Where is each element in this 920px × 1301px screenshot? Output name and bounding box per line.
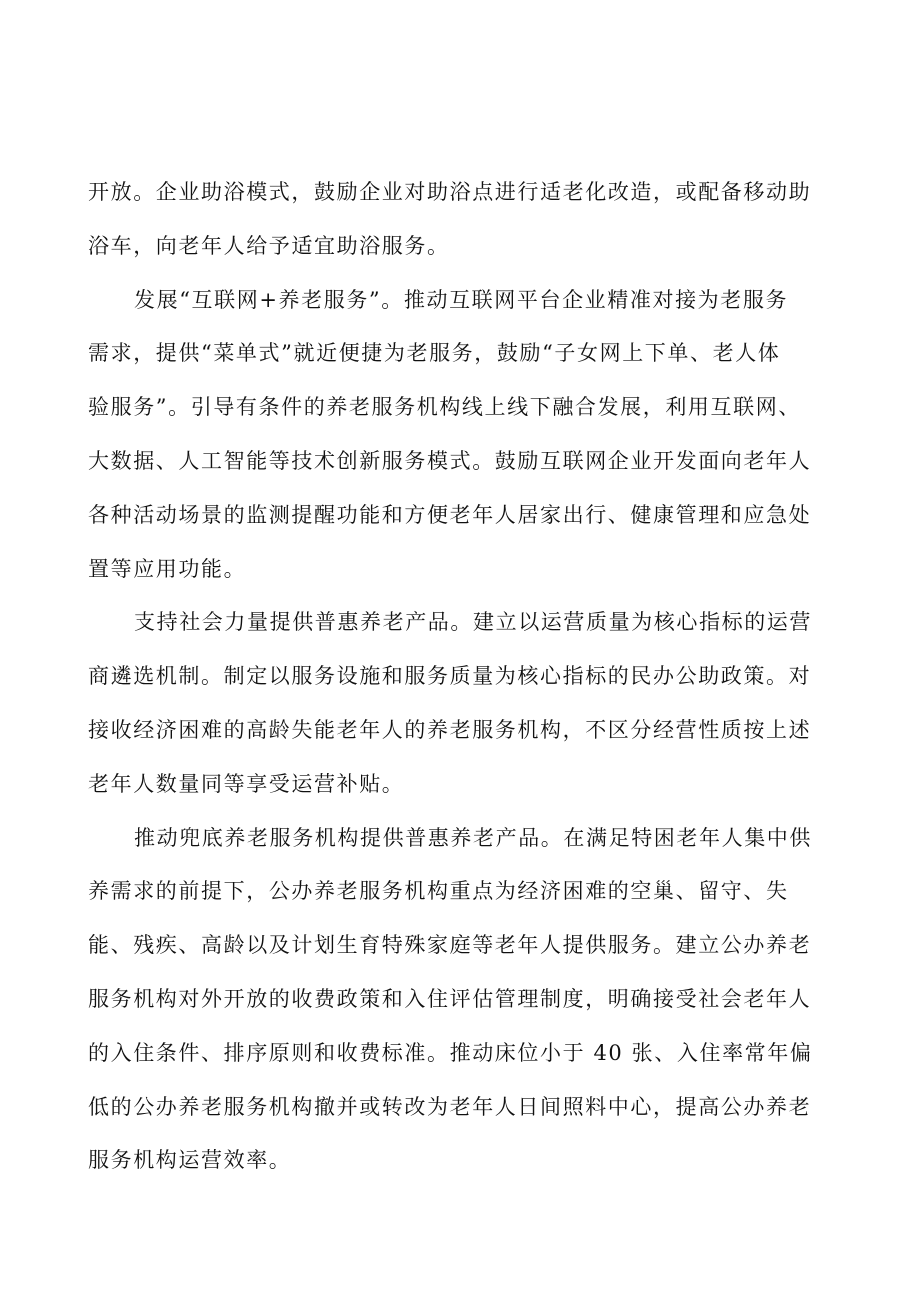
text-line: 浴车，向老年人给予适宜助浴服务。 (88, 233, 450, 258)
document-body (88, 166, 833, 1188)
paragraph-public-institutions (88, 812, 833, 1189)
text-line: 开放。企业助浴模式，鼓励企业对助浴点进行适老化改造，或配备移动助 (88, 180, 812, 204)
text-line: 支持社会力量提供普惠养老产品。建立以运营质量为核心指标的运营 (134, 610, 812, 635)
text-line: 接收经济困难的高龄失能老年人的养老服务机构，不区分经营性质按上述 (88, 717, 812, 742)
text-line: 老年人数量同等享受运营补贴。 (88, 771, 405, 796)
text-line: 大数据、人工智能等技术创新服务模式。鼓励互联网企业开发面向老年人 (88, 448, 812, 473)
text-line: 验服务”。引导有条件的养老服务机构线上线下融合发展，利用互联网、 (88, 395, 801, 420)
text-line: 推动兜底养老服务机构提供普惠养老产品。在满足特困老年人集中供 (134, 825, 812, 850)
text-line: 服务机构运营效率。 (88, 1148, 292, 1173)
text-line: 能、残疾、高龄以及计划生育特殊家庭等老年人提供服务。建立公办养老 (88, 933, 812, 958)
paragraph-bathing-service (88, 166, 833, 274)
text-line: 的入住条件、排序原则和收费标准。推动床位小于 40 张、入住率常年偏 (88, 1040, 813, 1065)
paragraph-social-forces (88, 596, 833, 811)
text-line: 养需求的前提下，公办养老服务机构重点为经济困难的空巢、留守、失 (88, 879, 789, 904)
paragraph-internet-elderly-service (88, 274, 833, 597)
text-line: 服务机构对外开放的收费政策和入住评估管理制度，明确接受社会老年人 (88, 986, 812, 1011)
text-line: 发展“互联网+养老服务”。推动互联网平台企业精准对接为老服务 (134, 287, 789, 312)
text-line: 低的公办养老服务机构撤并或转改为老年人日间照料中心，提高公办养老 (88, 1094, 812, 1119)
text-line: 需求，提供“菜单式”就近便捷为老服务，鼓励“子女网上下单、老人体 (88, 341, 781, 366)
text-line: 置等应用功能。 (88, 556, 247, 581)
text-line: 商遴选机制。制定以服务设施和服务质量为核心指标的民办公助政策。对 (88, 664, 812, 689)
text-line: 各种活动场景的监测提醒功能和方便老年人居家出行、健康管理和应急处 (88, 502, 812, 527)
